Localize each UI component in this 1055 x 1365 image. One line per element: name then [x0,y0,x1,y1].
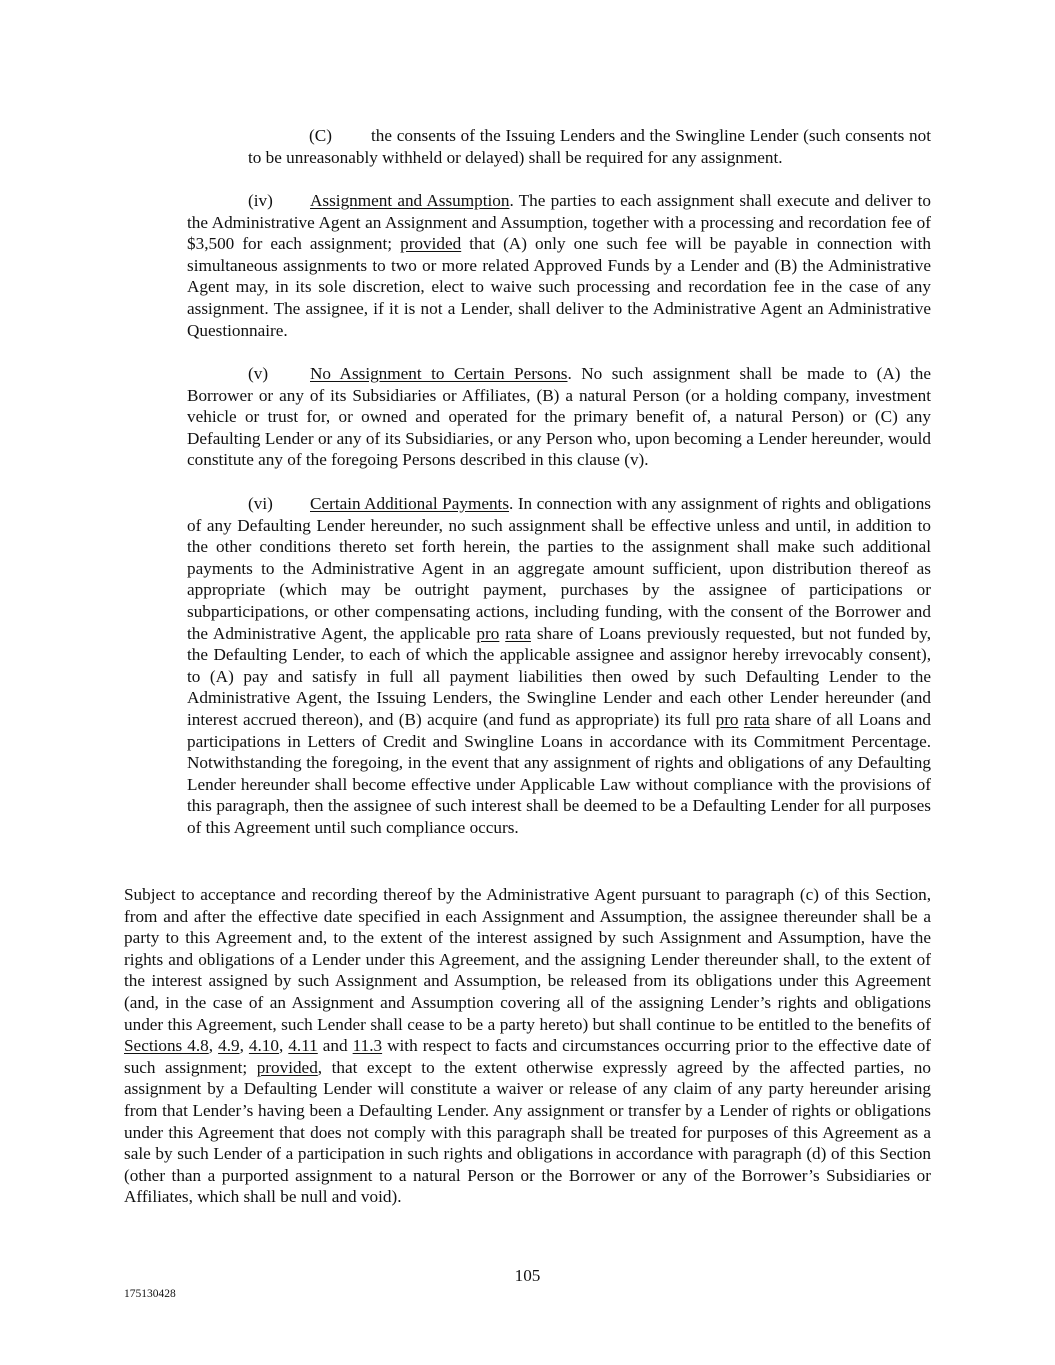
clause-c-paragraph [248,125,931,168]
clause-iv-marker: (iv) [248,191,273,210]
clause-vi-rata-2: rata [743,709,770,729]
clause-iv-heading: Assignment and Assumption [310,191,510,210]
closing-comma-2: , [239,1036,249,1056]
section-ref-4-10: 4.10 [248,1036,279,1056]
clause-v-text: . No such assignment shall be made to (A) the Borrower or any of its Subsidiaries or Affiliates, (B) a natural Person (or a holding company, investment vehicle or trust for, or owned and operated for the primary benefit of, a natural Person) or (C) any Defaulting Lender or any of its Subsidiaries, or any Person who, upon becoming a Lender hereunder, would constitute any of the foregoing Persons described in this clause (v). [187,364,931,470]
clause-vi-paragraph [187,493,931,839]
document-id: 175130428 [124,1288,176,1300]
clause-c-marker: (C) [309,126,332,145]
clause-v-paragraph [187,363,931,471]
clause-vi-heading: Certain Additional Payments [310,494,510,513]
clause-vi-rata-1: rata [505,623,531,643]
closing-text-2: with respect to facts and circumstances occurring prior to the effective date of such assignment; [124,1036,932,1077]
closing-paragraph [124,884,931,1208]
clause-iv-provided: provided [400,234,462,254]
page-number: 105 [514,1266,541,1285]
clause-c-text: the consents of the Issuing Lenders and the Swingline Lender (such consents not to be unreasonably withheld or delayed) shall be required for any assignment. [248,126,931,167]
clause-vi-pro-1: pro [476,623,500,643]
closing-provided: provided [256,1057,318,1077]
section-ref-11-3: 11.3 [352,1036,383,1056]
closing-and: and [317,1036,353,1056]
clause-vi-marker: (vi) [248,494,273,513]
clause-vi-text-3: share of all Loans and participations in Letters of Credit and Swingline Loans in accordance with its Commitment Percentage. Notwithstanding the foregoing, in the event that any assignment of rights and obligations of any Defaulting Lender hereunder shall become effective under Applicable Law without compliance with the provisions of this paragraph, then the assignee of such interest shall be deemed to be a Defaulting Lender for all purposes of this Agreement until such compliance occurs. [187,709,931,837]
section-ref-4-8: Sections 4.8 [124,1036,209,1056]
clause-iv-text-2: that (A) only one such fee will be payable in connection with simultaneous assignments to two or more related Approved Funds by a Lender and (B) the Administrative Agent may, in its sole discretion, elect to waive such processing and recordation fee in the case of any assignment. The assignee, if it is not a Lender, shall deliver to the Administrative Agent an Administrative Questionnaire. [187,234,931,340]
clause-vi-text-2: share of Loans previously requested, but not funded by, the Defaulting Lender, to each of which the applicable assignee and assignor hereby irrevocably consent), to (A) pay and satisfy in full all payment liabilities then owed by such Defaulting Lender to the Administrative Agent, the Issuing Lenders, the Swingline Lender and each other Lender hereunder (and interest accrued thereon), and (B) acquire (and fund as appropriate) its full [187,623,931,729]
section-ref-4-11: 4.11 [288,1036,318,1056]
closing-text-1: Subject to acceptance and recording thereof by the Administrative Agent pursuant to paragraph (c) of this Section, from and after the effective date specified in each Assignment and Assumption, the assignee thereunder shall be a party to this Agreement and, to the extent of the interest assigned by such Assignment and Assumption, have the rights and obligations of a Lender under this Agreement, and the assigning Lender thereunder shall, to the extent of the interest assigned by such Assignment and Assumption, be released from its obligations under this Agreement (and, in the case of an Assignment and Assumption covering all of the assigning Lender’s rights and obligations under this Agreement, such Lender shall cease to be a party hereto) but shall continue to be entitled to the benefits of [124,885,931,1034]
clause-iv-paragraph [187,190,931,341]
closing-comma-1: , [208,1036,219,1056]
clause-iv-text-1: . The parties to each assignment shall execute and deliver to the Administrative Agent an Assignment and Assumption, together with a processing and recordation fee of $3,500 for each assignment; [187,191,931,254]
clause-vi-pro-2: pro [715,709,739,729]
section-ref-4-9: 4.9 [218,1036,240,1056]
closing-text-3: , that except to the extent otherwise expressly agreed by the affected parties, no assignment by a Defaulting Lender will constitute a waiver or release of any claim of any party hereunder arising from that Lender’s having been a Defaulting Lender. Any assignment or transfer by a Lender of rights or obligations under this Agreement that does not comply with this paragraph shall be treated for purposes of this Agreement as a sale by such Lender of a participation in such rights and obligations in accordance with paragraph (d) of this Section (other than a purported assignment to a natural Person or the Borrower or any of the Borrower’s Subsidiaries or Affiliates, which shall be null and void). [124,1057,931,1207]
closing-comma-3: , [278,1036,289,1056]
clause-vi-text-1: . In connection with any assignment of rights and obligations of any Defaulting Lender hereunder, no such assignment shall be effective unless and until, in addition to the other conditions thereto set forth herein, the parties to the assignment shall make such additional payments to the Administrative Agent in an aggregate amount sufficient, upon distribution thereof as appropriate (which may be outright payment, purchases by the assignee of participations or subparticipations, or other compensating actions, including funding, with the consent of the Borrower and the Administrative Agent, the applicable [187,494,931,643]
clause-v-marker: (v) [248,364,269,383]
clause-v-heading: No Assignment to Certain Persons [310,364,568,383]
